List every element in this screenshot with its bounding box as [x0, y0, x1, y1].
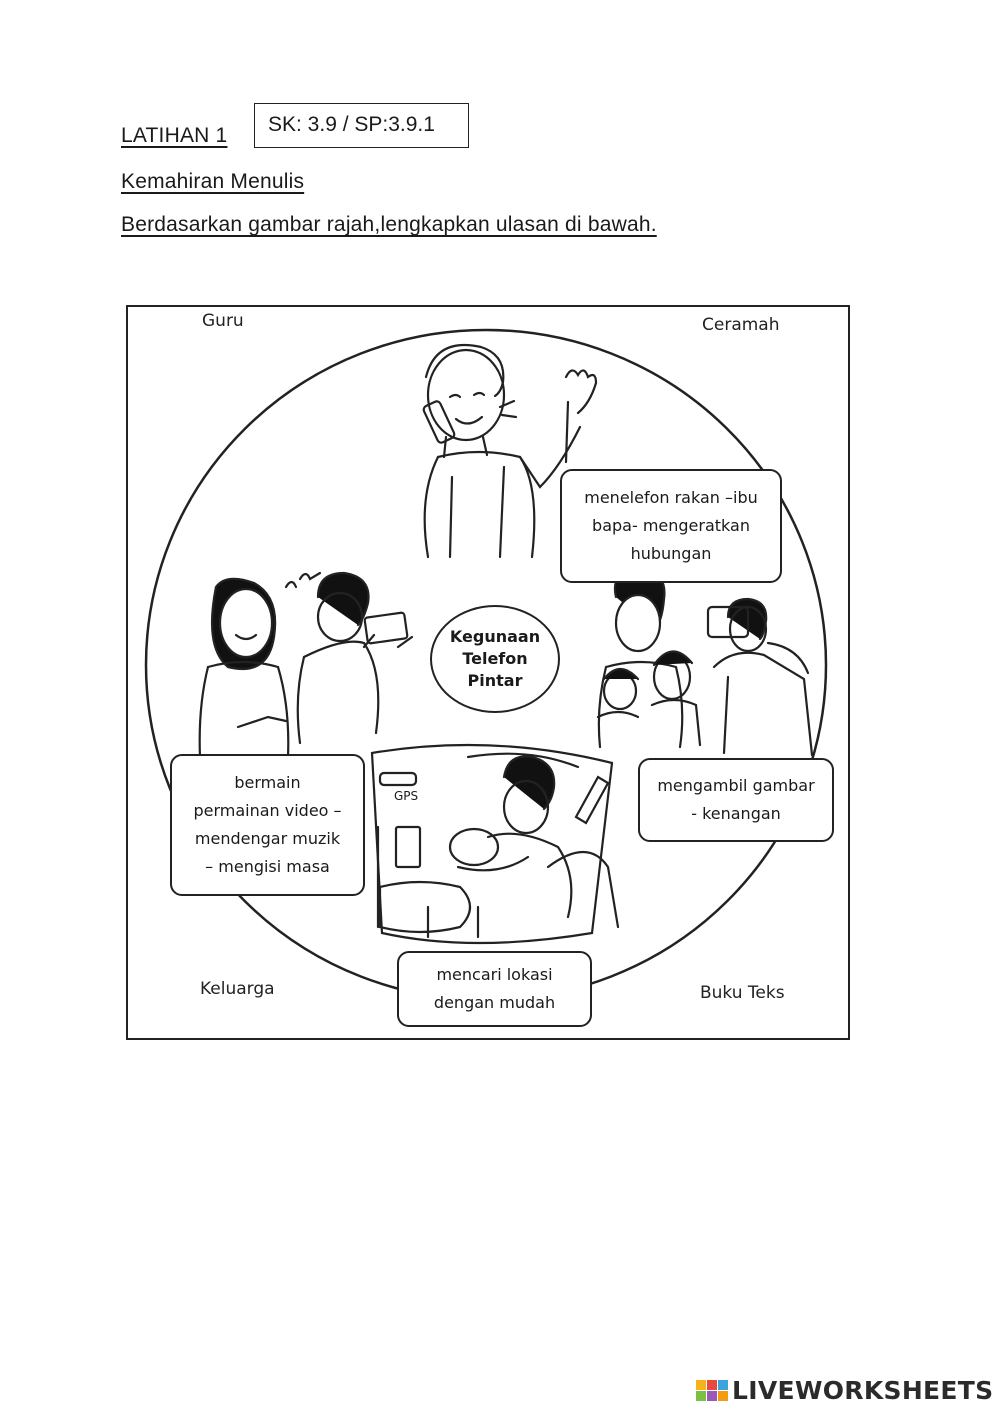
corner-label-guru: Guru [202, 311, 244, 331]
brand-name: LIVEWORKSHEETS [732, 1376, 994, 1405]
bubble-gps-line-1: mencari lokasi [436, 965, 553, 984]
liveworksheets-logo [696, 1376, 993, 1405]
bubble-photo-line-2: - kenangan [691, 804, 781, 823]
driver-gps-illustration [372, 745, 618, 943]
bubble-game [170, 754, 365, 896]
bubble-game-line-3: mendengar muzik [194, 829, 341, 848]
bubble-photo-line-1: mengambil gambar [657, 776, 815, 795]
sk-code-box: SK: 3.9 / SP:3.9.1 [254, 103, 469, 148]
family-photo-illustration [598, 569, 812, 755]
bubble-game-line-4: – mengisi masa [205, 857, 330, 876]
bubble-call-line-1: menelefon rakan –ibu [584, 488, 758, 507]
center-topic-bubble [430, 605, 560, 713]
logo-block [696, 1391, 706, 1401]
bubble-call-line-3: hubungan [630, 544, 712, 563]
bubble-call-line-2: bapa- mengeratkan [592, 516, 750, 535]
logo-block [707, 1391, 717, 1401]
logo-block [696, 1380, 706, 1390]
corner-label-keluarga: Keluarga [200, 979, 275, 999]
center-line-1: Kegunaan [449, 627, 541, 646]
bubble-gps [397, 951, 592, 1027]
exercise-title: LATIHAN 1 [121, 124, 228, 147]
bubble-game-line-1: bermain [234, 773, 301, 792]
corner-label-buku-teks: Buku Teks [700, 983, 785, 1003]
gps-label: GPS [394, 789, 419, 803]
logo-block [718, 1380, 728, 1390]
bubble-gps-line-2: dengan mudah [433, 993, 556, 1012]
logo-blocks-icon [696, 1380, 728, 1401]
instruction-text: Berdasarkan gambar rajah,lengkapkan ulasan di bawah. [121, 213, 657, 236]
logo-block [718, 1391, 728, 1401]
woman-and-boy-gaming-illustration [200, 573, 412, 757]
bubble-game-line-2: permainan video – [193, 801, 342, 820]
center-line-3: Pintar [467, 671, 523, 690]
skill-heading: Kemahiran Menulis [121, 170, 305, 193]
logo-block [707, 1380, 717, 1390]
illustration-frame [126, 305, 850, 1040]
bubble-photo [638, 758, 834, 842]
center-line-2: Telefon [462, 649, 528, 668]
bubble-call [560, 469, 782, 583]
corner-label-ceramah: Ceramah [702, 315, 780, 335]
